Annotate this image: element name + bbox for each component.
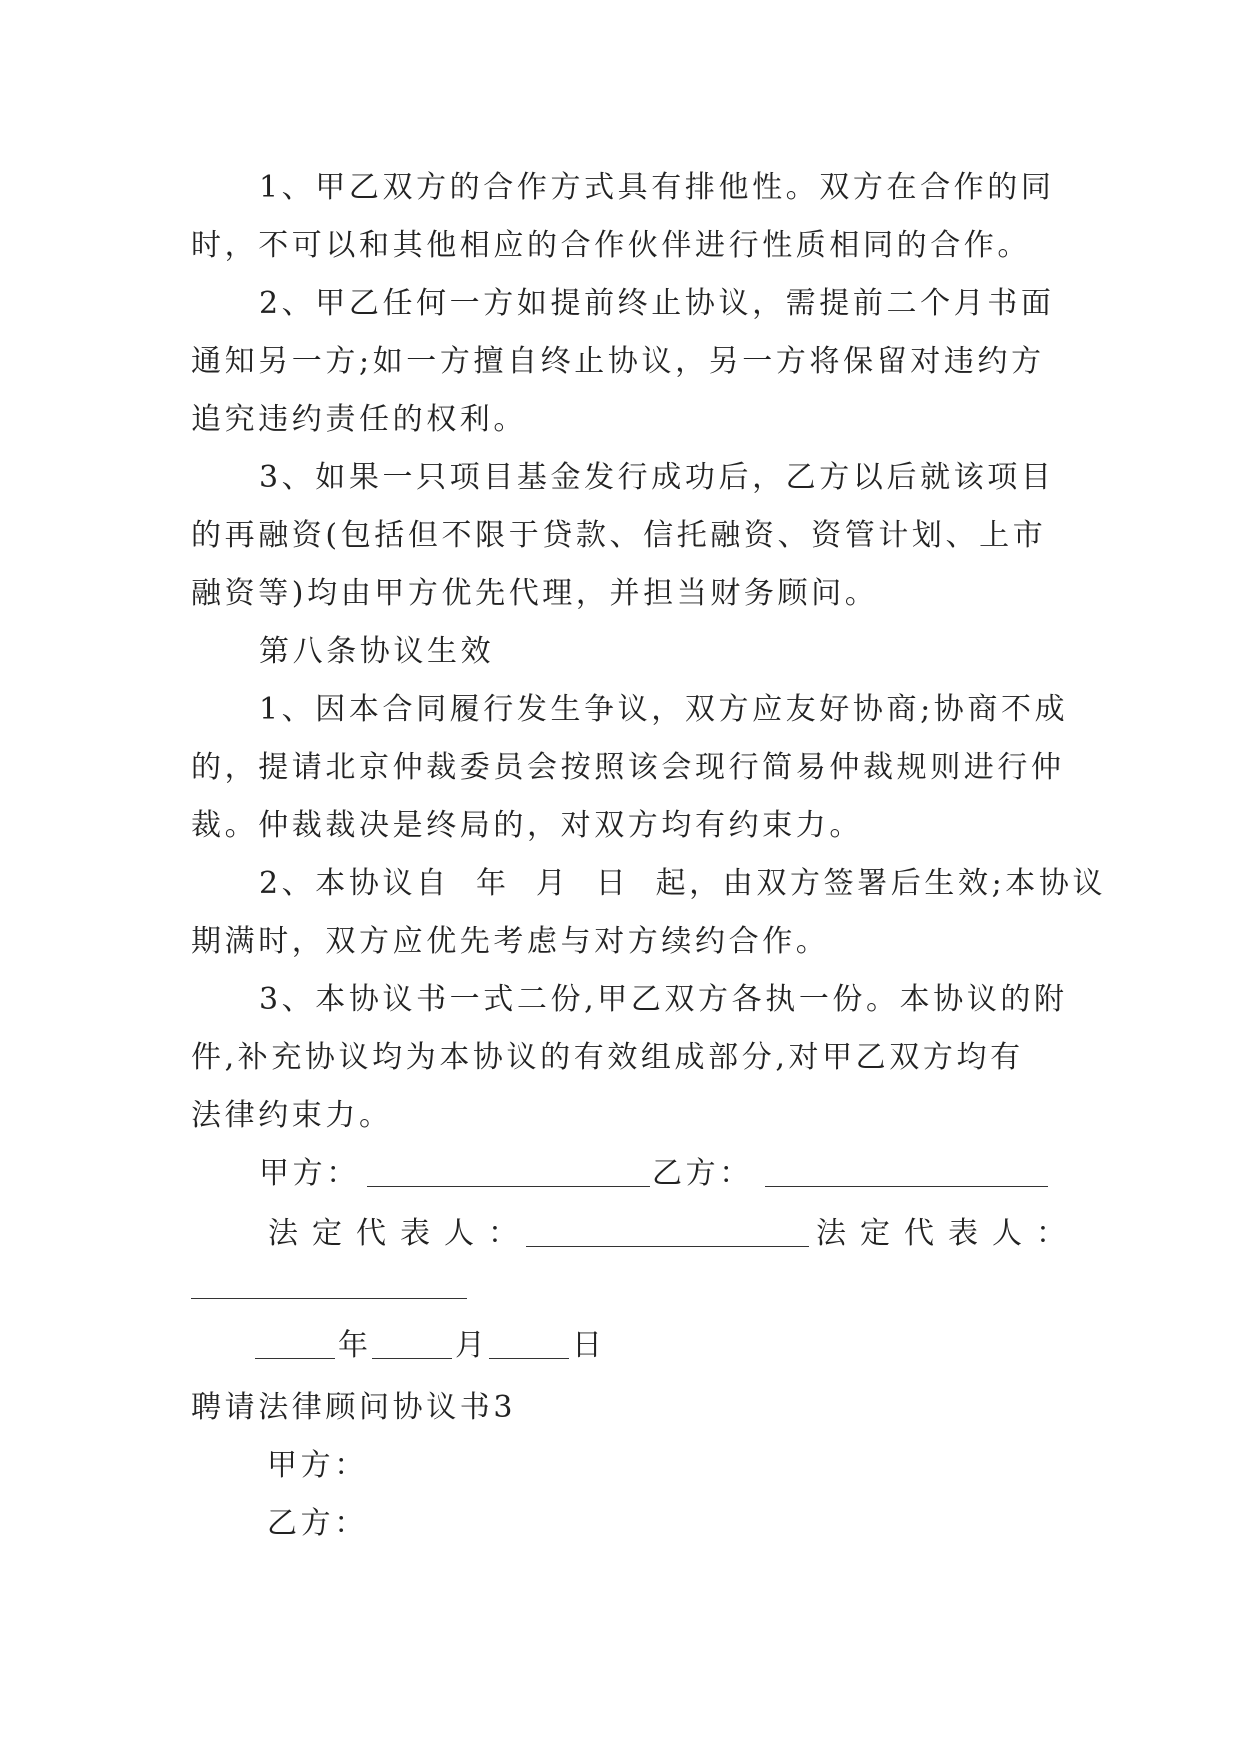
next-party-a-label: 甲方： — [267, 1448, 368, 1483]
party-a-signature-line — [367, 1186, 650, 1187]
party-a-label: 甲方： — [259, 1156, 360, 1191]
year-label: 年 — [338, 1328, 372, 1363]
paragraph-line: 期满时，双方应优先考虑与对方续约合作。 — [191, 924, 830, 959]
paragraph-line: 通知另一方;如一方擅自终止协议，另一方将保留对违约方 — [191, 344, 1045, 379]
day-blank — [489, 1358, 569, 1359]
paragraph-line: 的，提请北京仲裁委员会按照该会现行简易仲裁规则进行仲 — [191, 750, 1065, 785]
paragraph-line: 融资等)均由甲方优先代理，并担当财务顾问。 — [191, 576, 879, 611]
paragraph-line: 1、甲乙双方的合作方式具有排他性。双方在合作的同 — [259, 170, 1055, 205]
year-blank — [255, 1358, 335, 1359]
paragraph-line: 的再融资(包括但不限于贷款、信托融资、资管计划、上市 — [191, 518, 1047, 553]
paragraph-line: 2、本协议自 年 月 日 起，由双方签署后生效;本协议 — [259, 866, 1107, 901]
next-party-b-label: 乙方： — [267, 1506, 368, 1541]
rep-b-signature-line — [191, 1298, 467, 1299]
party-b-signature-line — [765, 1186, 1048, 1187]
rep-a-signature-line — [526, 1246, 809, 1247]
paragraph-line: 件,补充协议均为本协议的有效组成部分,对甲乙双方均有 — [191, 1040, 1024, 1075]
paragraph-line: 2、甲乙任何一方如提前终止协议，需提前二个月书面 — [259, 286, 1055, 321]
rep-a-label: 法定代表人： — [268, 1216, 532, 1251]
party-b-label: 乙方： — [652, 1156, 753, 1191]
month-blank — [372, 1358, 452, 1359]
paragraph-line: 3、本协议书一式二份,甲乙双方各执一份。本协议的附 — [259, 982, 1068, 1017]
rep-b-label: 法定代表人： — [816, 1216, 1080, 1251]
paragraph-line: 追究违约责任的权利。 — [191, 402, 527, 437]
paragraph-line: 1、因本合同履行发生争议，双方应友好协商;协商不成 — [259, 692, 1069, 727]
day-label: 日 — [572, 1328, 606, 1363]
month-label: 月 — [455, 1328, 489, 1363]
paragraph-line: 时，不可以和其他相应的合作伙伴进行性质相同的合作。 — [191, 228, 1031, 263]
section-heading: 第八条协议生效 — [259, 634, 495, 669]
paragraph-line: 法律约束力。 — [191, 1098, 393, 1133]
paragraph-line: 3、如果一只项目基金发行成功后，乙方以后就该项目 — [259, 460, 1055, 495]
next-agreement-title: 聘请法律顾问协议书3 — [191, 1390, 517, 1425]
paragraph-line: 裁。仲裁裁决是终局的，对双方均有约束力。 — [191, 808, 863, 843]
